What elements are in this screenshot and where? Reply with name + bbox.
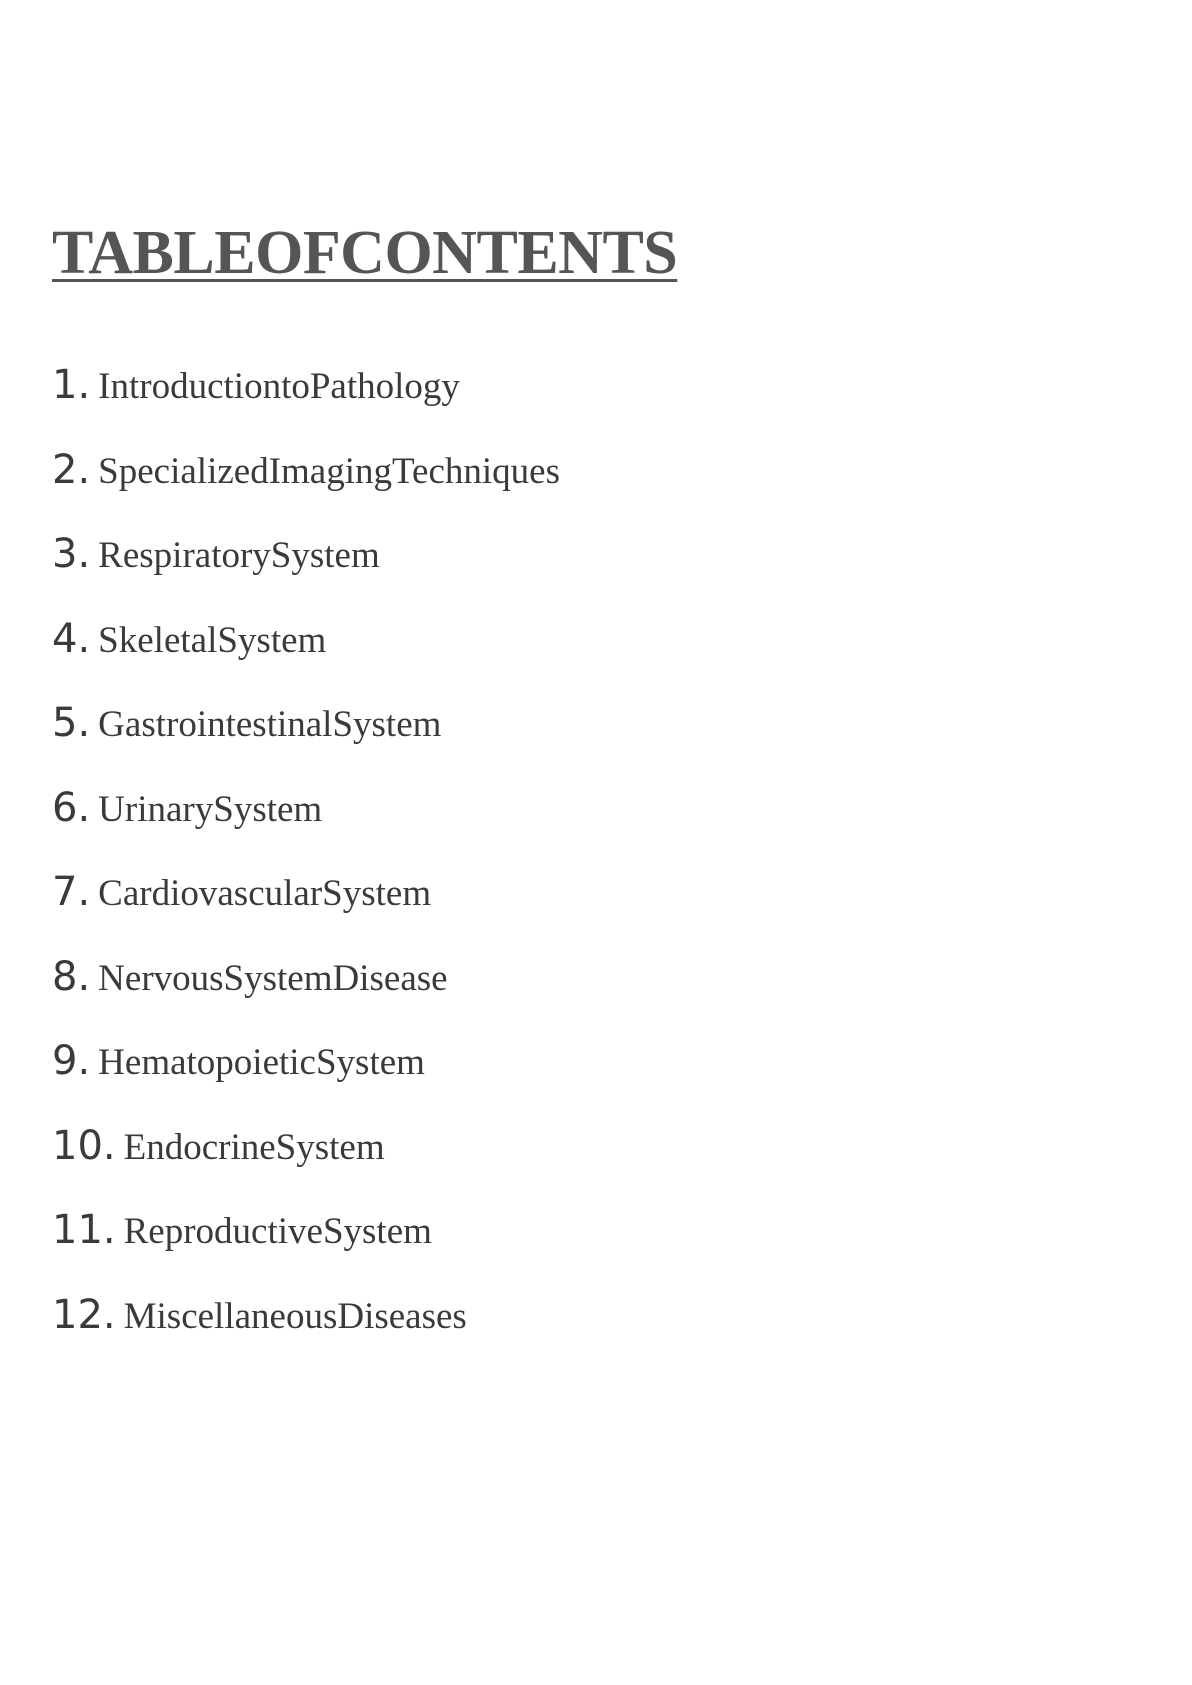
toc-entry-title: MiscellaneousDiseases [123, 1295, 467, 1337]
toc-entry-number: 2. [52, 446, 91, 493]
toc-entry [52, 869, 560, 957]
toc-entry-number: 6. [52, 784, 91, 831]
toc-entry-number: 4. [52, 615, 91, 662]
toc-entry-number: 10. [52, 1122, 116, 1169]
toc-entry [52, 1122, 560, 1211]
toc-entry-title: CardiovascularSystem [98, 873, 432, 914]
toc-entry [52, 615, 560, 704]
toc-entry-title: GastrointestinalSystem [98, 704, 442, 745]
toc-entry [52, 1038, 560, 1126]
toc-entry [52, 784, 560, 873]
toc-entry-title: IntroductiontoPathology [98, 366, 460, 407]
toc-entry-number: 12. [52, 1291, 116, 1338]
toc-entry [52, 953, 560, 1042]
toc-entry-title: RespiratorySystem [98, 535, 380, 576]
toc-entry-title: NervousSystemDisease [98, 957, 448, 999]
toc-list [52, 362, 560, 1379]
toc-entry-title: SpecializedImagingTechniques [98, 450, 560, 492]
toc-entry [52, 531, 560, 619]
toc-entry-number: 5. [52, 700, 91, 746]
toc-entry-title: UrinarySystem [98, 788, 323, 830]
toc-entry-number: 7. [52, 869, 91, 915]
toc-entry [52, 446, 560, 535]
page-title: TABLEOFCONTENTS [52, 219, 678, 287]
toc-entry [52, 700, 560, 788]
toc-entry-title: SkeletalSystem [98, 619, 327, 661]
toc-entry-number: 9. [52, 1038, 91, 1084]
toc-entry-number: 8. [52, 953, 91, 1000]
toc-entry [52, 362, 560, 450]
toc-entry-number: 11. [52, 1207, 116, 1253]
toc-entry-number: 3. [52, 531, 91, 577]
toc-entry-title: EndocrineSystem [123, 1126, 385, 1168]
toc-entry-title: ReproductiveSystem [123, 1211, 432, 1252]
toc-entry [52, 1207, 560, 1295]
toc-entry-title: HematopoieticSystem [98, 1042, 425, 1083]
toc-entry [52, 1291, 560, 1380]
toc-entry-number: 1. [52, 362, 91, 408]
